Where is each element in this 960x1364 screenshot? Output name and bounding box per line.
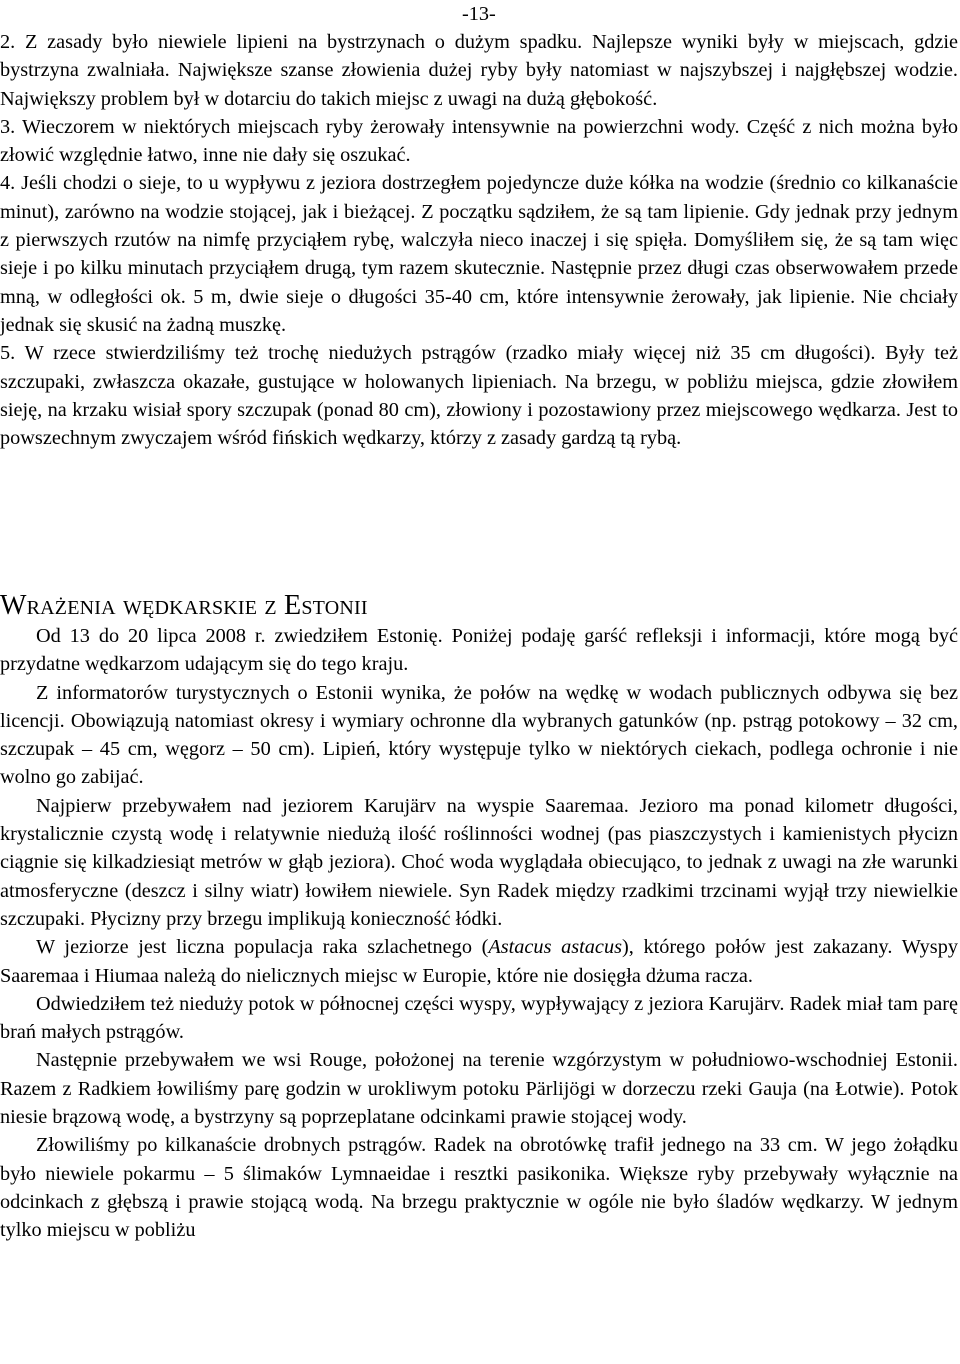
section-heading: Wrażenia wędkarskie z Estonii (0, 590, 368, 621)
paragraph-karujarv: Najpierw przebywałem nad jeziorem Karujärv na wyspie Saaremaa. Jezioro ma ponad kilometr długości, krystalicznie czystą wodę i relatywnie niedużą ilość roślinności wodnej (pas piaszczystych i kamienistych płycizn ciągnie się kilkadziesiąt metrów w głąb jeziora). Choć woda wyglądała obiecująco, to jednak z uwagi na złe warunki atmosferyczne (deszcz i silny wiatr) łowiłem niewiele. Syn Radek między rzadkimi trzcinami wyjął trzy niewielkie szczupaki. Płycizny przy brzegu implikują konieczność łódki. (0, 794, 958, 930)
page-number: -13- (462, 3, 496, 25)
paragraph-catch: Złowiliśmy po kilkanaście drobnych pstrągów. Radek na obrotówkę trafił jednego na 33 cm. W jego żołądku było niewiele pokarmu – 5 ślimaków Lymnaeidae i resztki pasikonika. Większe ryby przebywały wyłącznie na odcinkach z głębszą i prawie stojącą wodą. Na brzegu praktycznie w ogóle nie było śladów wędkarzy. W jednym tylko miejscu w pobliżu (0, 1134, 958, 1242)
observation-item-3: 3. Wieczorem w niektórych miejscach ryby żerowały intensywnie na powierzchni wody. Część z nich można było złowić względnie łatwo, inne nie dały się oszukać. (0, 115, 958, 167)
paragraph-rouge: Następnie przebywałem we wsi Rouge, położonej na terenie wzgórzystym w południowo-wschodniej Estonii. Razem z Radkiem łowiliśmy parę godzin w urokliwym potoku Pärlijögi w dorzeczu rzeki Gauja (na Łotwie). Potok niesie brązową wodę, a bystrzyny są poprzeplatane odcinkami prawie stojącej wody. (0, 1049, 958, 1129)
paragraph-crayfish (0, 933, 958, 990)
crayfish-text-after: ), którego połów jest zakazany. Wyspy Saaremaa i Hiumaa należą do nielicznych miejsc w Europie, które nie dosięgła dżuma racza. (0, 936, 958, 987)
paragraph-intro: Od 13 do 20 lipca 2008 r. zwiedziłem Estonię. Poniżej podaję garść refleksji i informacji, które mogą być przydatne wędkarzom udającym się do tego kraju. (0, 625, 958, 676)
observation-item-5: 5. W rzece stwierdziliśmy też trochę niedużych pstrągów (rzadko miały więcej niż 35 cm długości). Były też szczupaki, zwłaszcza okazałe, gustujące w holowanych lipieniach. Na brzegu, w pobliżu miejsca, gdzie złowiłem sieję, na krzaku wisiał spory szczupak (ponad 80 cm), złowiony i pozostawiony przez miejscowego wędkarza. Jest to powszechnym zwyczajem wśród fińskich wędkarzy, którzy z zasady gardzą tą rybą. (0, 342, 958, 450)
estonia-section-body (0, 622, 958, 1245)
observation-item-4: 4. Jeśli chodzi o sieje, to u wypływu z jeziora dostrzegłem pojedyncze duże kółka na wodzie (średnio co kilkanaście minut), zarówno na wodzie stojącej, jak i bieżącej. Z początku sądziłem, że są tam lipienie. Gdy jednak przy jednym z pierwszych rzutów na nimfę przyciąłem rybę, walczyła nieco inaczej i się spięła. Domyśliłem się, że są tam więc sieje i po kilku minutach przyciąłem drugą, tym razem skutecznie. Następnie przez długi czas obserwowałem przede mną, w odległości ok. 5 m, dwie sieje o długości 35-40 cm, które intensywnie żerowały, jak lipienie. Nie chciały jednak się skusić na żadną muszkę. (0, 172, 958, 336)
numbered-observations (0, 28, 958, 452)
observation-item-2: 2. Z zasady było niewiele lipieni na bystrzynach o dużym spadku. Najlepsze wyniki były w miejscach, gdzie bystrzyna zwalniała. Największe szanse złowienia dużej ryby były natomiast w najszybszej i najgłębszej wodzie. Największy problem był w dotarciu do takich miejsc z uwagi na dużą głębokość. (0, 31, 958, 110)
paragraph-stream: Odwiedziłem też nieduży potok w północnej części wyspy, wypływający z jeziora Karujärv. Radek miał tam parę brań małych pstrągów. (0, 992, 958, 1044)
paragraph-regulations: Z informatorów turystycznych o Estonii wynika, że połów na wędkę w wodach publicznych odbywa się bez licencji. Obowiązują natomiast okresy i wymiary ochronne dla wybranych gatunków (np. pstrąg potokowy – 32 cm, szczupak – 45 cm, węgorz – 50 cm). Lipień, który występuje tylko w niektórych ciekach, podlega ochronie i nie wolno go zabijać. (0, 681, 958, 789)
species-name: Astacus astacus (488, 936, 622, 959)
crayfish-text-before: W jeziorze jest liczna populacja raka szlachetnego ( (36, 936, 489, 959)
